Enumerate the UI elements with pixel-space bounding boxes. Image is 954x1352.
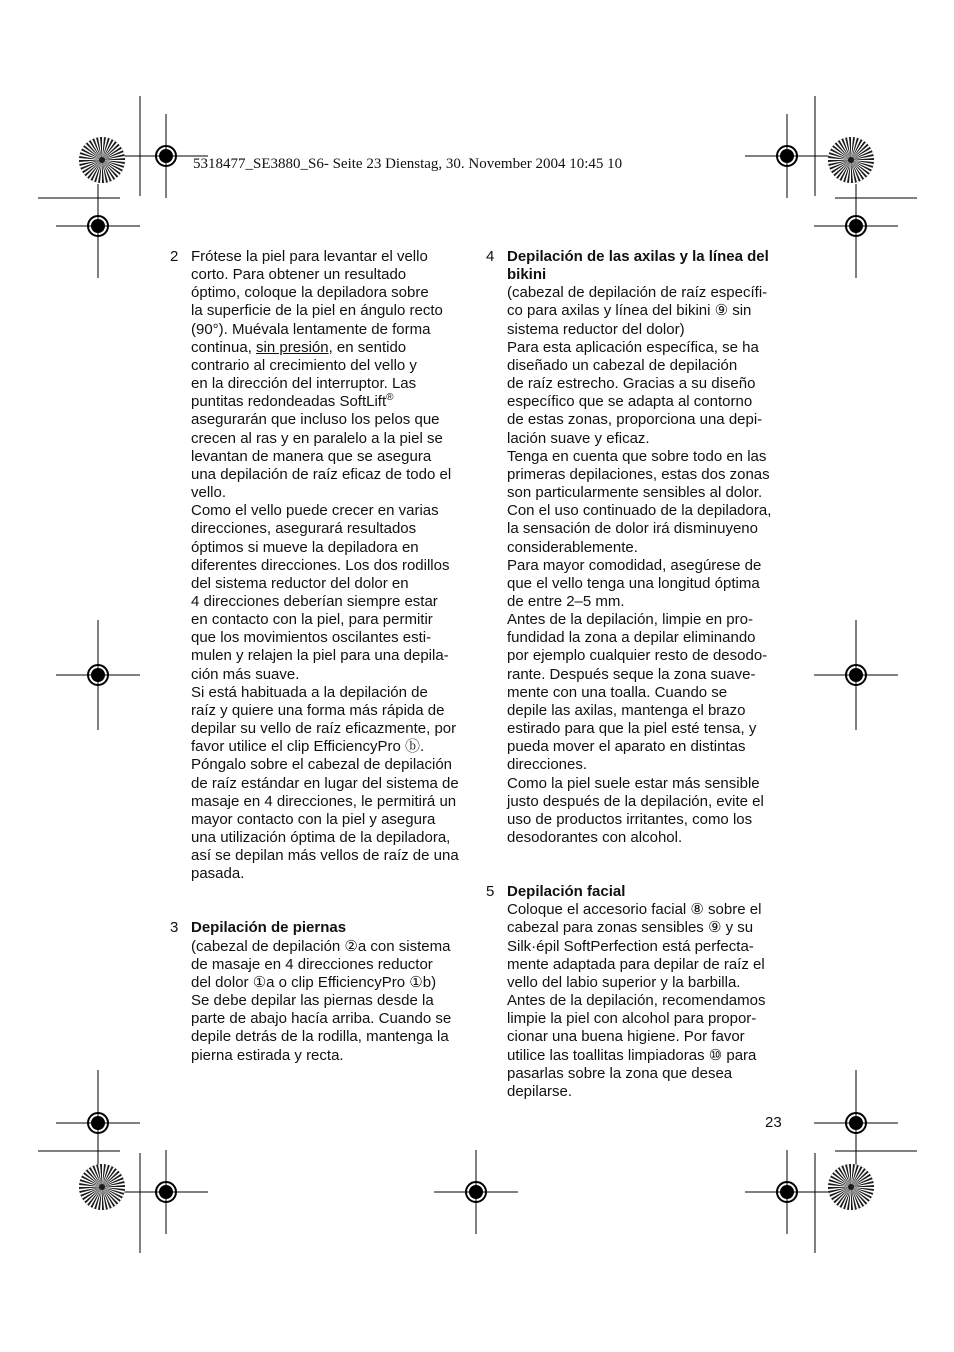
text-line: diseñado un cabezal de depilación xyxy=(507,356,738,374)
text-line: Como la piel suele estar más sensible xyxy=(507,774,760,792)
registration-target-quadrant xyxy=(469,1192,476,1199)
text-line: levantan de manera que se asegura xyxy=(191,447,432,465)
text-line: mente con una toalla. Cuando se xyxy=(507,683,728,701)
text-line: pueda mover el aparato en distintas xyxy=(507,738,746,756)
registration-target-quadrant xyxy=(787,1192,794,1199)
text-line: la sensación de dolor irá disminuyeno xyxy=(507,520,758,538)
text-line: raíz y quiere una forma más rápida de xyxy=(191,701,445,719)
text-line: una depilación de raíz eficaz de todo el xyxy=(191,465,452,483)
registration-target-quadrant xyxy=(98,668,105,675)
registration-target-quadrant xyxy=(476,1185,483,1192)
text-run: puntitas redondeadas SoftLift xyxy=(191,393,387,411)
text-line: (90°). Muévala lentamente de forma xyxy=(191,320,431,338)
text-line: estirado para que la piel esté tensa, y xyxy=(507,720,757,738)
registration-target-quadrant xyxy=(780,149,787,156)
text-line: rante. Después seque la zona suave- xyxy=(507,665,756,683)
print-header-line: 5318477_SE3880_S6- Seite 23 Dienstag, 30. November 2004 10:45 10 xyxy=(193,156,623,172)
registration-target-quadrant xyxy=(849,219,856,226)
text-line: sistema reductor del dolor) xyxy=(507,320,685,338)
text-run: , en sentido xyxy=(328,338,407,356)
text-line: masaje en 4 direcciones, le permitirá un xyxy=(191,792,457,810)
section-2 xyxy=(170,248,470,883)
text-line: Como el vello puede crecer en varias xyxy=(191,502,439,520)
text-line: lación suave y eficaz. xyxy=(507,429,650,447)
registration-target-quadrant xyxy=(849,226,856,233)
text-line: (cabezal de depilación de raíz específi- xyxy=(507,284,768,302)
star-target-center xyxy=(848,157,854,163)
text-line: asegurarán que incluso los pelos que xyxy=(191,411,440,429)
text-line: que los movimientos oscilantes esti- xyxy=(191,629,432,647)
text-line: cabezal para zonas sensibles ⑨ y su xyxy=(507,919,754,937)
text-line: de entre 2–5 mm. xyxy=(507,592,625,610)
text-line: en contacto con la piel, para permitir xyxy=(191,611,433,629)
text-line: depile las axilas, mantenga el brazo xyxy=(507,701,746,719)
section-title: bikini xyxy=(507,266,547,284)
text-line: específico que se adapta al contorno xyxy=(507,393,753,411)
text-line: Silk·épil SoftPerfection está perfecta- xyxy=(507,937,754,955)
text-line: parte de abajo hacía arriba. Cuando se xyxy=(191,1010,452,1028)
text-line: uso de productos irritantes, como los xyxy=(507,810,753,828)
text-line: co para axilas y línea del bikini ⑨ sin xyxy=(507,302,752,320)
registration-target-quadrant xyxy=(98,675,105,682)
section-body xyxy=(191,919,470,1064)
text-line: Para mayor comodidad, asegúrese de xyxy=(507,556,762,574)
star-target-center xyxy=(99,157,105,163)
section-4 xyxy=(486,248,786,847)
text-line: Coloque el accesorio facial ⑧ sobre el xyxy=(507,901,762,919)
registration-target-quadrant xyxy=(476,1192,483,1199)
section-number: 3 xyxy=(170,919,179,937)
underlined-emphasis: sin presión xyxy=(256,338,329,356)
registration-target-quadrant xyxy=(787,1185,794,1192)
text-line: depilar su vello de raíz eficazmente, por xyxy=(191,720,457,738)
text-line: utilice las toallitas limpiadoras ⑩ para xyxy=(507,1046,757,1064)
text-line: que el vello tenga una longitud óptima xyxy=(507,574,760,592)
registration-target-quadrant xyxy=(849,668,856,675)
text-line: de raíz estrecho. Gracias a su diseño xyxy=(507,375,756,393)
registration-target-quadrant xyxy=(91,226,98,233)
text-line: son particularmente sensibles al dolor. xyxy=(507,484,763,502)
text-line: limpie la piel con alcohol para propor- xyxy=(507,1010,757,1028)
text-line: Póngalo sobre el cabezal de depilación xyxy=(191,756,453,774)
text-line: fundidad la zona a depilar eliminando xyxy=(507,629,756,647)
registration-target-quadrant xyxy=(166,156,173,163)
text-line: Con el uso continuado de la depiladora, xyxy=(507,502,772,520)
text-line: favor utilice el clip EfficiencyPro ⓑ. xyxy=(191,738,425,756)
text-line: así se depilan más vellos de raíz de una xyxy=(191,847,459,865)
text-line: la superficie de la piel en ángulo recto xyxy=(191,302,443,320)
text-line: direcciones, asegurará resultados xyxy=(191,520,417,538)
text-line: ción más suave. xyxy=(191,665,300,683)
registration-target-quadrant xyxy=(91,1116,98,1123)
text-line: crecen al ras y en paralelo a la piel se xyxy=(191,429,443,447)
registration-target-quadrant xyxy=(469,1185,476,1192)
text-line: del dolor ①a o clip EfficiencyPro ①b) xyxy=(191,973,437,991)
registration-target-quadrant xyxy=(166,149,173,156)
registration-target-quadrant xyxy=(787,149,794,156)
registration-target-quadrant xyxy=(159,149,166,156)
text-line: (cabezal de depilación ②a con sistema xyxy=(191,937,451,955)
registration-target-quadrant xyxy=(849,675,856,682)
registration-target-quadrant xyxy=(166,1192,173,1199)
text-line: depilarse. xyxy=(507,1082,573,1100)
text-line: cionar una buena higiene. Por favor xyxy=(507,1028,745,1046)
left-column xyxy=(170,248,470,1065)
registration-target-quadrant xyxy=(91,219,98,226)
registration-target-quadrant xyxy=(159,1185,166,1192)
text-line: mente adaptada para depilar de raíz el xyxy=(507,955,765,973)
text-line: en la dirección del interruptor. Las xyxy=(191,375,417,393)
text-line: pasada. xyxy=(191,865,245,883)
registration-target-quadrant xyxy=(166,1185,173,1192)
text-line: considerablemente. xyxy=(507,538,638,556)
text-line: Se debe depilar las piernas desde la xyxy=(191,992,434,1010)
text-line: Tenga en cuenta que sobre todo en las xyxy=(507,447,767,465)
registration-target-quadrant xyxy=(780,1185,787,1192)
registration-target-quadrant xyxy=(91,1123,98,1130)
section-number: 4 xyxy=(486,248,495,265)
registration-target-quadrant xyxy=(856,675,863,682)
text-line: Antes de la depilación, limpie en pro- xyxy=(507,611,753,629)
section-body xyxy=(191,248,470,883)
registration-target-quadrant xyxy=(849,1116,856,1123)
registration-target-quadrant xyxy=(856,226,863,233)
page-number: 23 xyxy=(765,1114,782,1131)
right-column xyxy=(486,248,786,1101)
registered-mark: ® xyxy=(386,392,394,404)
registration-target-quadrant xyxy=(98,1123,105,1130)
text-line: del sistema reductor del dolor en xyxy=(191,574,409,592)
registration-target-quadrant xyxy=(856,219,863,226)
section-title: Depilación de las axilas y la línea del xyxy=(507,248,769,265)
text-line: pierna estirada y recta. xyxy=(191,1046,344,1064)
section-number: 5 xyxy=(486,883,495,901)
registration-target-quadrant xyxy=(159,156,166,163)
text-line: Antes de la depilación, recomendamos xyxy=(507,992,766,1010)
registration-target-quadrant xyxy=(856,1123,863,1130)
text-line: mulen y relajen la piel para una depila- xyxy=(191,647,449,665)
text-line: Si está habituada a la depilación de xyxy=(191,683,428,701)
registration-target-quadrant xyxy=(98,1116,105,1123)
text-line xyxy=(191,339,470,357)
registration-target-quadrant xyxy=(780,1192,787,1199)
text-line: una utilización óptima de la depiladora, xyxy=(191,829,451,846)
section-body xyxy=(507,883,786,1101)
registration-target-quadrant xyxy=(91,668,98,675)
text-line: corto. Para obtener un resultado xyxy=(191,266,407,284)
registration-target-quadrant xyxy=(856,1116,863,1123)
text-line: de raíz estándar en lugar del sistema de xyxy=(191,774,459,792)
text-line: desodorantes con alcohol. xyxy=(507,829,683,846)
text-line: por ejemplo cualquier resto de desodo- xyxy=(507,647,768,665)
text-line: Para esta aplicación específica, se ha xyxy=(507,338,759,356)
text-line: óptimo, coloque la depiladora sobre xyxy=(191,284,429,302)
section-number: 2 xyxy=(170,248,179,265)
registration-target-quadrant xyxy=(98,226,105,233)
text-line: 4 direcciones deberían siempre estar xyxy=(191,592,438,610)
text-line: primeras depilaciones, estas dos zonas xyxy=(507,465,770,483)
text-line xyxy=(191,393,470,411)
section-5 xyxy=(486,883,786,1101)
text-line: direcciones. xyxy=(507,756,588,774)
registration-target-quadrant xyxy=(849,1123,856,1130)
section-3 xyxy=(170,919,470,1064)
text-line: contrario al crecimiento del vello y xyxy=(191,356,417,374)
text-line: de masaje en 4 direcciones reductor xyxy=(191,955,433,973)
text-run: continua, xyxy=(191,338,257,356)
section-title: Depilación facial xyxy=(507,883,626,901)
registration-target-quadrant xyxy=(787,156,794,163)
text-line: pasarlas sobre la zona que desea xyxy=(507,1064,733,1082)
registration-target-quadrant xyxy=(98,219,105,226)
text-line: diferentes direcciones. Los dos rodillos xyxy=(191,556,450,574)
star-target-center xyxy=(99,1184,105,1190)
registration-target-quadrant xyxy=(159,1192,166,1199)
star-target-center xyxy=(848,1184,854,1190)
text-line: de estas zonas, proporciona una depi- xyxy=(507,411,763,429)
text-line: óptimos si mueve la depiladora en xyxy=(191,538,419,556)
registration-target-quadrant xyxy=(856,668,863,675)
section-body xyxy=(507,248,786,847)
text-line: vello. xyxy=(191,484,227,502)
text-line: vello del labio superior y la barbilla. xyxy=(507,973,741,991)
text-line: Frótese la piel para levantar el vello xyxy=(191,248,428,265)
text-line: depile detrás de la rodilla, mantenga la xyxy=(191,1028,449,1046)
section-title: Depilación de piernas xyxy=(191,919,347,937)
registration-target-quadrant xyxy=(91,675,98,682)
registration-target-quadrant xyxy=(780,156,787,163)
text-line: justo después de la depilación, evite el xyxy=(507,792,764,810)
text-line: mayor contacto con la piel y asegura xyxy=(191,810,436,828)
